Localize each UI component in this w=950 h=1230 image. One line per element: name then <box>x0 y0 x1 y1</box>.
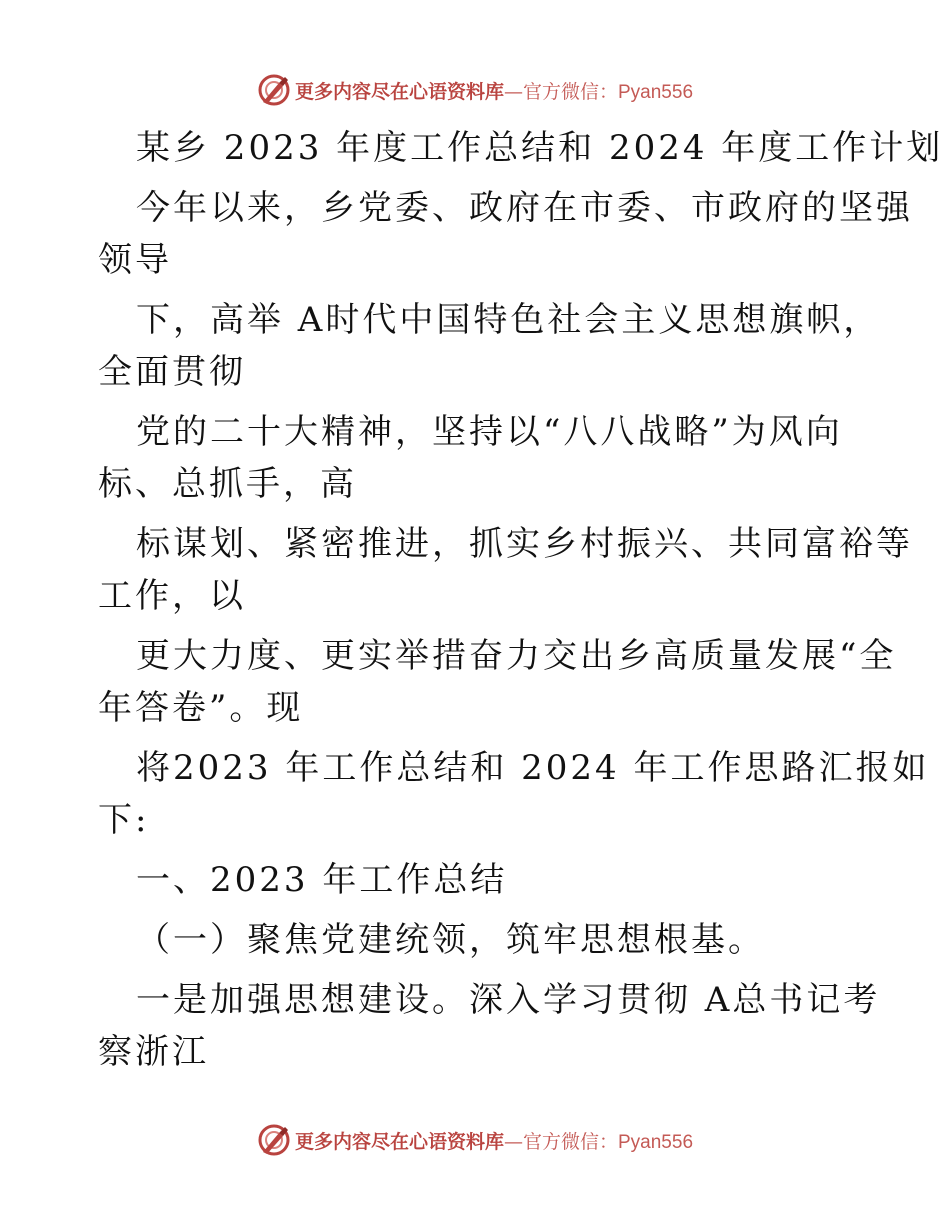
subsection-heading: （一）聚焦党建统领，筑牢思想根基。 <box>136 920 765 960</box>
header-watermark <box>0 70 950 110</box>
pen-logo-icon <box>257 1123 291 1157</box>
footer-watermark <box>0 1120 950 1160</box>
paragraph-line: 下: <box>98 800 150 840</box>
paragraph-line: 全面贯彻 <box>98 352 246 392</box>
watermark-text: 更多内容尽在心语资料库—官方微信：Pyan556 <box>294 1130 694 1153</box>
watermark-text: 更多内容尽在心语资料库—官方微信：Pyan556 <box>294 80 694 103</box>
paragraph-line: 将2023 年工作总结和 2024 年工作思路汇报如 <box>136 748 930 788</box>
paragraph-line: 察浙江 <box>98 1032 209 1072</box>
pen-logo-icon <box>257 73 291 107</box>
document-body <box>98 122 944 1078</box>
document-title: 某乡 2023 年度工作总结和 2024 年度工作计划 <box>136 128 944 168</box>
paragraph-line: 年答卷”。现 <box>98 688 304 728</box>
paragraph-line: 党的二十大精神，坚持以“八八战略”为风向 <box>136 412 843 452</box>
paragraph-line: 标谋划、紧密推进，抓实乡村振兴、共同富裕等 <box>136 524 913 564</box>
paragraph-line: 一是加强思想建设。深入学习贯彻 A总书记考 <box>136 980 881 1020</box>
paragraph-line: 标、总抓手，高 <box>98 464 357 504</box>
paragraph-line: 今年以来，乡党委、政府在市委、市政府的坚强 <box>136 188 913 228</box>
paragraph-line: 更大力度、更实举措奋力交出乡高质量发展“全 <box>136 636 897 676</box>
paragraph-line: 领导 <box>98 240 172 280</box>
paragraph-line: 下，高举 A时代中国特色社会主义思想旗帜， <box>136 300 881 340</box>
paragraph-line: 工作，以 <box>98 576 246 616</box>
section-heading: 一、2023 年工作总结 <box>136 860 508 900</box>
